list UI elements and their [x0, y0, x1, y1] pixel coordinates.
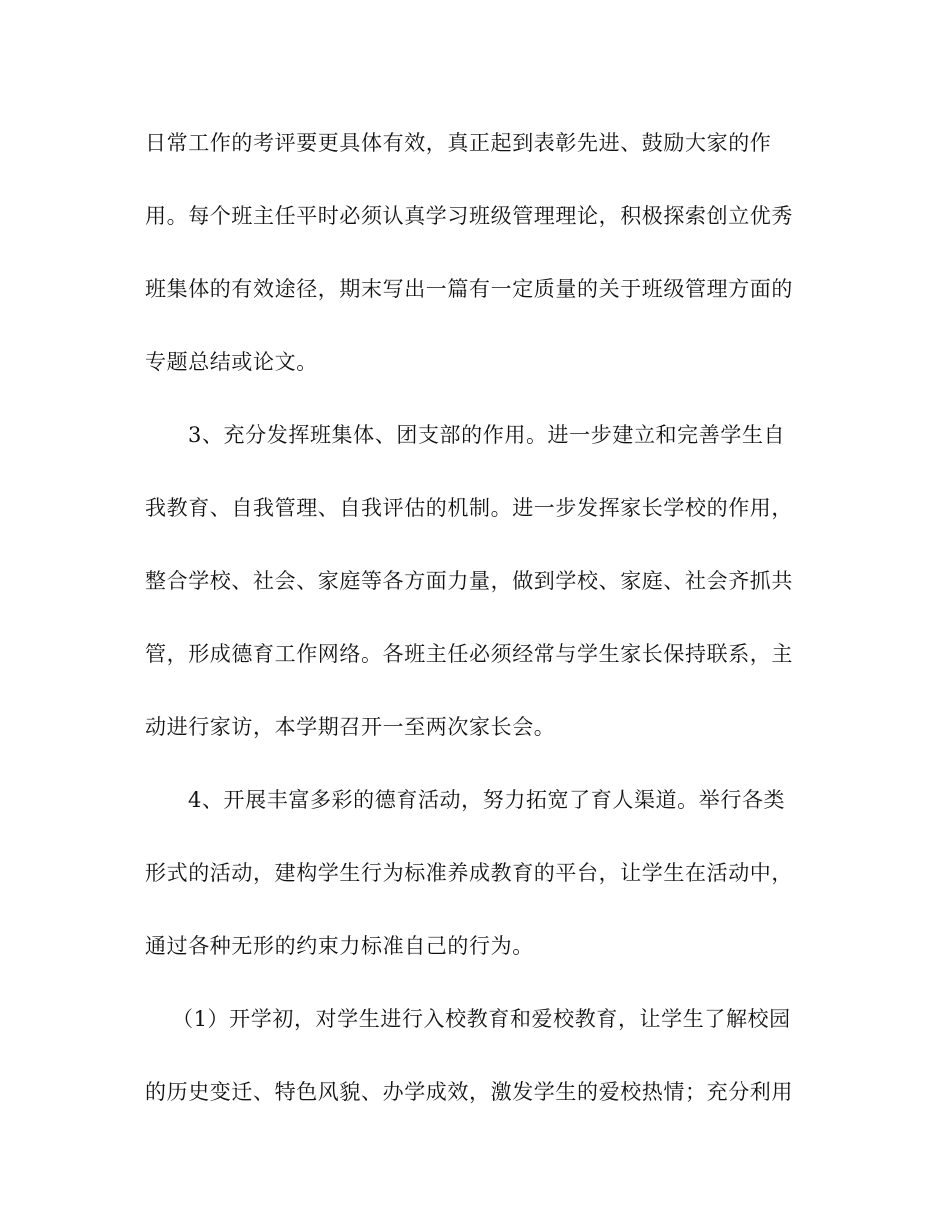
text-line-6: 我教育、自我管理、自我评估的机制。进一步发挥家长学校的作用，: [145, 496, 793, 520]
text-line-7: 整合学校、社会、家庭等各方面力量，做到学校、家庭、社会齐抓共: [145, 569, 793, 593]
paragraph-item-1-start: （1）开学初，对学生进行入校教育和爱校教育，让学生了解校园: [172, 1007, 791, 1031]
text-line-12: 通过各种无形的约束力标准自己的行为。: [145, 934, 534, 958]
text-line-11: 形式的活动，建构学生行为标准养成教育的平台，让学生在活动中，: [145, 861, 793, 885]
paragraph-4-start: 4、开展丰富多彩的德育活动，努力拓宽了育人渠道。举行各类: [188, 788, 786, 812]
text-line-14: 的历史变迁、特色风貌、办学成效，激发学生的爱校热情；充分利用: [145, 1080, 793, 1104]
text-line-8: 管，形成德育工作网络。各班主任必须经常与学生家长保持联系，主: [145, 642, 793, 666]
text-line-3: 班集体的有效途径，期末写出一篇有一定质量的关于班级管理方面的: [145, 277, 793, 301]
text-line-1: 日常工作的考评要更具体有效，真正起到表彰先进、鼓励大家的作: [145, 131, 772, 155]
text-line-9: 动进行家访，本学期召开一至两次家长会。: [145, 715, 556, 739]
text-line-4: 专题总结或论文。: [145, 350, 318, 374]
text-line-2: 用。每个班主任平时必须认真学习班级管理理论，积极探索创立优秀: [145, 204, 793, 228]
paragraph-3-start: 3、充分发挥班集体、团支部的作用。进一步建立和完善学生自: [188, 423, 786, 447]
